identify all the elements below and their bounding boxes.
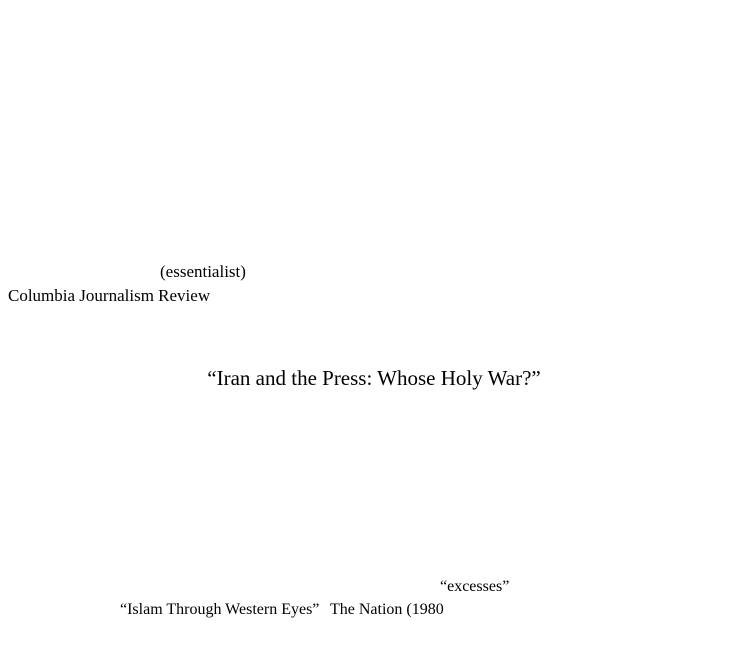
- term-essentialist: (essentialist): [160, 262, 246, 281]
- term-islam-through-western-eyes: “Islam Through Western Eyes”: [120, 601, 320, 618]
- journal-name: Columbia Journalism Review: [8, 286, 211, 305]
- term-excesses: “excesses”: [440, 578, 510, 595]
- article-title: “Iran and the Press: Whose Holy War?”: [207, 366, 541, 390]
- term-the-nation: The Nation (1980: [330, 601, 444, 618]
